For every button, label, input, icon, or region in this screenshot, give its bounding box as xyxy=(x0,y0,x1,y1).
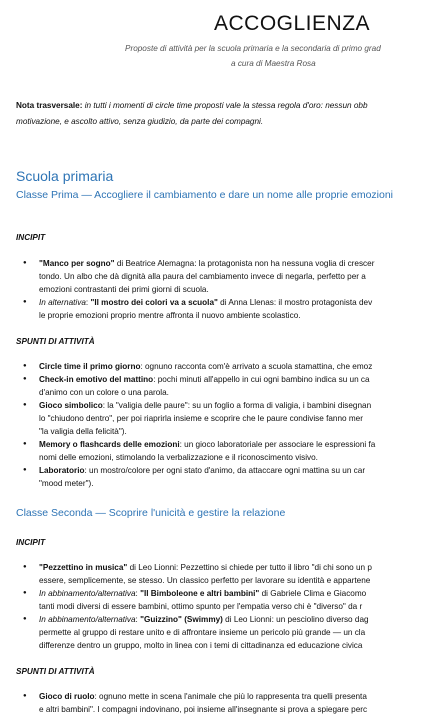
list-item xyxy=(0,373,430,399)
list-item-line xyxy=(39,690,430,703)
list-item xyxy=(0,464,430,490)
classe-seconda-spunti-list xyxy=(0,690,430,716)
item-text: di Leo Lionni: un pesciolino diverso dag xyxy=(222,615,369,624)
item-text: di Leo Lionni: Pezzettino si chiede per tutto il libro "di chi sono un p xyxy=(127,563,372,572)
list-item xyxy=(0,438,430,464)
list-item xyxy=(0,257,430,296)
list-item xyxy=(0,360,430,373)
item-text: : un mostro/colore per ogni stato d'animo, da attaccare ogni mattina su un car xyxy=(84,466,366,475)
list-item xyxy=(0,613,430,652)
list-item-continuation: e altri bambini". I compagni indovinano, poi insieme all'insegnante si prova a spiegare perc xyxy=(39,705,368,714)
list-item-continuation: "mood meter"). xyxy=(39,479,94,488)
classe-seconda-incipit-list xyxy=(0,561,430,652)
item-title: "Il mostro dei colori va a scuola" xyxy=(90,298,218,307)
item-note: In alternativa xyxy=(39,298,86,307)
item-text: : ognuno racconta com'è arrivato a scuola stamattina, che emoz xyxy=(140,362,373,371)
classe-seconda-heading: Classe Seconda — Scoprire l'unicità e gestire la relazione xyxy=(16,507,286,519)
list-item-line xyxy=(39,561,430,574)
item-title: Laboratorio xyxy=(39,466,85,475)
note-label: Nota trasversale: xyxy=(16,101,83,110)
classe-prima-spunti-list xyxy=(0,360,430,490)
document-author: a cura di Maestra Rosa xyxy=(231,59,316,68)
item-text: : pochi minuti all'appello in cui ogni bambino indica su un ca xyxy=(153,375,370,384)
item-title: Gioco di ruolo xyxy=(39,692,95,701)
list-item-line: ● In abbinamento/alternativa: "Il Bimboleone e altri bambini" di Gabriele Clima e Giacomo xyxy=(39,589,367,598)
item-title: "Il Bimboleone e altri bambini" xyxy=(140,589,260,598)
list-item-line: ● In alternativa: "Il mostro dei colori va a scuola" di Anna Llenas: il mostro protagonista dev xyxy=(39,298,373,307)
item-text: : un gioco laboratoriale per associare le espressioni fa xyxy=(179,440,376,449)
item-text: : ognuno mette in scena l'animale che più lo rappresenta tra quelli presenta xyxy=(94,692,367,701)
item-note: In abbinamento/alternativa xyxy=(39,615,136,624)
list-item-continuation: emozioni contrastanti dei primi giorni di scuola. xyxy=(39,285,209,294)
item-note: In abbinamento/alternativa xyxy=(39,589,136,598)
list-item-continuation: lo "chiudono dentro", per poi riaprirla insieme e scoprire che le paure condivise fanno mer xyxy=(39,414,363,423)
item-text: di Anna Llenas: il mostro protagonista dev xyxy=(217,298,373,307)
item-text: di Beatrice Alemagna: la protagonista non ha nessuna voglia di crescer xyxy=(114,259,375,268)
document-subtitle: Proposte di attività per la scuola primaria e la secondaria di primo grad xyxy=(125,44,381,53)
note-line-1 xyxy=(16,98,430,114)
list-item-continuation: permette al gruppo di restare unito e di affrontare insieme un pericolo più grande — un cla xyxy=(39,628,366,637)
list-item-continuation: le proprie emozioni proprio mentre affronta il nuovo ambiente scolastico. xyxy=(39,311,301,320)
list-item-line: ● In abbinamento/alternativa: "Guizzino" (Swimmy) di Leo Lionni: un pesciolino diverso dag xyxy=(39,615,369,624)
cross-cutting-note xyxy=(16,98,430,130)
classe-prima-spunti-label: SPUNTI DI ATTIVITÀ xyxy=(16,337,95,346)
list-item xyxy=(0,587,430,613)
note-line-2 xyxy=(16,114,430,130)
list-item xyxy=(0,296,430,322)
list-item xyxy=(0,561,430,587)
note-text: in tutti i momenti di circle time proposti vale la stessa regola d'oro: nessun obb xyxy=(82,101,368,110)
list-item xyxy=(0,399,430,438)
item-title: Circle time il primo giorno xyxy=(39,362,141,371)
item-title: "Pezzettino in musica" xyxy=(39,563,128,572)
list-item xyxy=(0,690,430,716)
item-title: Memory o flashcards delle emozioni xyxy=(39,440,180,449)
list-item-continuation: "la valigia della felicità"). xyxy=(39,427,127,436)
classe-prima-heading: Classe Prima — Accogliere il cambiamento e dare un nome alle proprie emozioni xyxy=(16,189,394,201)
list-item-line xyxy=(39,399,430,412)
list-item-continuation: d'animo con un colore o una parola. xyxy=(39,388,169,397)
item-title: Gioco simbolico xyxy=(39,401,103,410)
section-heading: Scuola primaria xyxy=(16,168,114,184)
item-text: di Gabriele Clima e Giacomo xyxy=(259,589,367,598)
classe-prima-incipit-label: INCIPIT xyxy=(16,233,46,242)
item-title: "Guizzino" (Swimmy) xyxy=(140,615,223,624)
list-item-line xyxy=(39,464,430,477)
item-title: "Manco per sogno" xyxy=(39,259,115,268)
list-item-line xyxy=(39,360,430,373)
item-title: Check-in emotivo del mattino xyxy=(39,375,154,384)
list-item-continuation: essere, semplicemente, se stesso. Un classico perfetto per lavorare su identità e appartene xyxy=(39,576,371,585)
list-item-line xyxy=(39,438,430,451)
note-text-continued: motivazione, e ascolto attivo, senza giudizio, da parte dei compagni. xyxy=(16,117,264,126)
list-item-continuation: differenze dentro un gruppo, molto in linea con i temi di cittadinanza ed educazione civica xyxy=(39,641,363,650)
item-text: : la "valigia delle paure": su un foglio a forma di valigia, i bambini disegnan xyxy=(102,401,372,410)
list-item-continuation: tanti modi diversi di essere bambini, ottimo spunto per l'empatia verso chi è "diverso" da r xyxy=(39,602,363,611)
document-title: ACCOGLIENZA xyxy=(214,12,371,35)
list-item-continuation: nomi delle emozioni, stimolando la verbalizzazione e il riconoscimento visivo. xyxy=(39,453,318,462)
list-item-line xyxy=(39,373,430,386)
classe-seconda-incipit-label: INCIPIT xyxy=(16,538,46,547)
list-item-line xyxy=(39,257,430,270)
classe-prima-incipit-list xyxy=(0,257,430,322)
classe-seconda-spunti-label: SPUNTI DI ATTIVITÀ xyxy=(16,667,95,676)
list-item-continuation: tondo. Un albo che dà dignità alla paura del cambiamento invece di negarla, perfetto per a xyxy=(39,272,366,281)
